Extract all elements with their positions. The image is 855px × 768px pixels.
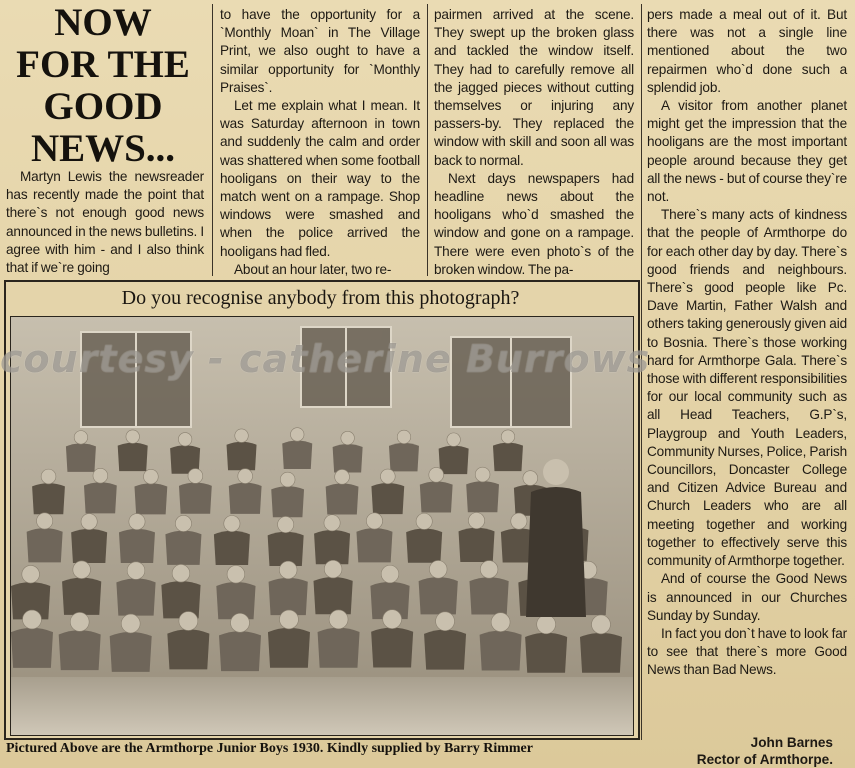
boy-figure xyxy=(27,528,63,562)
boy-face xyxy=(523,471,538,486)
boy-face xyxy=(491,613,510,632)
headline-line-3: GOOD xyxy=(43,85,163,128)
boy-face xyxy=(73,561,91,579)
headline-line-4: NEWS... xyxy=(30,127,176,170)
boy-face xyxy=(178,433,192,447)
boy-face xyxy=(501,430,515,444)
boy-figure xyxy=(493,443,523,472)
boy-face xyxy=(436,612,455,631)
boy-face xyxy=(380,469,395,484)
boy-face xyxy=(235,429,249,443)
boy-face xyxy=(592,615,611,634)
boy-face xyxy=(227,565,245,583)
column-divider xyxy=(212,4,213,276)
boy-face xyxy=(23,610,42,629)
boy-figure xyxy=(480,631,522,671)
boy-face xyxy=(537,615,556,634)
boy-face xyxy=(238,469,253,484)
boy-face xyxy=(416,513,432,529)
boy-figure xyxy=(389,443,419,472)
boy-figure xyxy=(62,578,101,615)
boy-figure xyxy=(466,481,499,512)
boy-face xyxy=(70,612,89,631)
teacher-figure xyxy=(526,487,586,617)
boy-face xyxy=(335,469,350,484)
boy-figure xyxy=(116,578,155,615)
boy-face xyxy=(341,431,355,445)
boy-figure xyxy=(271,486,304,517)
paragraph: Martyn Lewis the newsreader has recently made the point that there`s not enough good news announced in the news bulletins. I agree with him - and I also think that if we`re going xyxy=(6,169,204,276)
boy-figure xyxy=(11,628,53,668)
boy-figure xyxy=(282,440,312,469)
boy-face xyxy=(366,513,382,529)
paragraph: Let me explain what I mean. It was Saturday afternoon in town and suddenly the calm and order was shattered when some football hooligans on their way to the match went on a rampage. Shop windows were smashed and when the police arrived the hooligans had fled. xyxy=(220,98,420,259)
boy-figure xyxy=(269,578,308,615)
boy-face xyxy=(291,428,305,442)
boy-face xyxy=(37,513,53,529)
boy-face xyxy=(429,467,444,482)
boy-face xyxy=(324,560,342,578)
boy-face xyxy=(144,469,159,484)
boy-figure xyxy=(268,532,304,566)
boy-figure xyxy=(214,531,250,565)
boy-face xyxy=(280,610,299,629)
headline-line-1: NOW xyxy=(54,1,152,44)
boy-figure xyxy=(161,581,200,618)
boy-figure xyxy=(580,633,622,673)
boy-figure xyxy=(134,483,167,514)
boy-face xyxy=(81,514,97,530)
boy-figure xyxy=(227,442,257,471)
boy-figure xyxy=(356,528,392,562)
photo-caption: Pictured Above are the Armthorpe Junior Boys 1930. Kindly supplied by Barry Rimmer xyxy=(6,741,533,756)
boy-face xyxy=(468,513,484,529)
boy-figure xyxy=(469,577,508,614)
boy-face xyxy=(329,610,348,629)
boy-figure xyxy=(420,481,453,512)
boy-figure xyxy=(326,483,359,514)
headline-line-2: FOR THE xyxy=(16,43,190,86)
paragraph: About an hour later, two re- xyxy=(234,261,392,277)
boy-figure xyxy=(84,482,117,513)
headline xyxy=(2,2,204,170)
paragraph: pairmen arrived at the scene. They swept up the broken glass and tackled the window itself. They had to carefully remove all the jagged pieces without cutting themselves or injuring any passers-by. They replaced the window with skill and soon all was back to normal. xyxy=(434,7,634,168)
boy-figure xyxy=(406,529,442,563)
article-column-3 xyxy=(434,6,634,279)
boy-face xyxy=(511,513,527,529)
boy-figure xyxy=(66,443,96,472)
boy-face xyxy=(429,560,447,578)
boy-figure xyxy=(32,483,65,514)
boy-figure xyxy=(216,582,255,619)
photo-heading: Do you recognise anybody from this photograph? xyxy=(121,287,520,309)
boy-figure xyxy=(59,630,101,670)
boy-face xyxy=(224,515,240,531)
boy-face xyxy=(397,430,411,444)
boy-figure xyxy=(179,483,212,514)
paragraph: In fact you don`t have to look far to see that there`s more Good News than Bad News. xyxy=(647,625,847,678)
boy-figure xyxy=(167,629,209,669)
boy-face xyxy=(278,516,294,532)
boy-face xyxy=(231,613,250,632)
boy-figure xyxy=(318,628,360,668)
boy-figure xyxy=(314,577,353,614)
boy-face xyxy=(280,472,295,487)
boy-figure xyxy=(424,630,466,670)
paragraph: to have the opportunity for a `Monthly Moan` in The Village Print, we also ought to have a similar opportunity for `Monthly Praises`. xyxy=(220,7,420,95)
signature xyxy=(697,734,833,768)
ground xyxy=(11,677,633,735)
paragraph: pers made a meal out of it. But there was not a single line mentioned about the two repairmen who`d done such a splendid job. xyxy=(647,7,847,95)
boy-figure xyxy=(439,446,469,475)
boy-figure xyxy=(525,633,567,673)
boy-figure xyxy=(333,444,363,473)
boy-face xyxy=(179,612,198,631)
boy-face xyxy=(172,564,190,582)
boy-figure xyxy=(110,632,152,672)
boy-figure xyxy=(371,628,413,668)
boy-face xyxy=(22,565,40,583)
boy-face xyxy=(475,467,490,482)
boy-figure xyxy=(314,530,350,564)
boy-figure xyxy=(229,483,262,514)
boy-face xyxy=(175,515,191,531)
boy-figure xyxy=(268,628,310,668)
article-column-1 xyxy=(6,168,204,277)
article-column-2 xyxy=(220,6,420,279)
boy-face xyxy=(126,430,139,444)
boy-figure xyxy=(71,529,107,563)
boy-face xyxy=(279,561,297,579)
paragraph: A visitor from another planet might get the impression that the hooligans are the most important people around because they get all the news - but of course they`re not. xyxy=(647,98,847,205)
boy-face xyxy=(121,614,140,633)
boy-face xyxy=(93,468,108,483)
paragraph: Next days newspapers had headline news about the hooligans who`d smashed the window and gone on a rampage. There were even photo`s of the broken window. The pa- xyxy=(434,170,634,277)
boy-face xyxy=(127,562,145,580)
paragraph: And of course the Good News is announced in our Churches Sunday by Sunday. xyxy=(647,571,847,623)
boy-face xyxy=(480,561,498,579)
boy-face xyxy=(74,431,88,445)
teacher-face xyxy=(543,459,569,485)
boy-figure xyxy=(459,528,495,562)
boy-figure xyxy=(219,631,261,671)
signature-name: John Barnes xyxy=(750,735,833,750)
boy-face xyxy=(383,610,402,629)
boy-face xyxy=(324,515,340,531)
watermark: courtesy - catherine Burrows xyxy=(0,337,651,381)
boy-figure xyxy=(119,529,155,563)
paragraph: There`s many acts of kindness that the people of Armthorpe do for each other day by day. There`s good friends and neighbours. There`s good people like Pc. Dave Martin, Father Walsh and others taking generously given aid to Bosnia. There`s those working hard for Armthorpe Gala. There`s those with different responsibilities for our local community such as all Head Teachers, G.P`s, Playgroup and Youth Leaders, Community Nurses, Police, Parish Councillors, Doncaster College and Citizen Advice Bureau and Church Leaders who are all meeting together and working together to effectively serve this community of Armthorpe together. xyxy=(647,207,847,569)
boy-face xyxy=(447,433,461,447)
boy-face xyxy=(188,469,203,484)
boy-face xyxy=(381,565,399,583)
signature-title: Rector of Armthorpe. xyxy=(696,752,833,767)
article-column-4 xyxy=(647,6,847,680)
boy-figure xyxy=(165,531,201,565)
boy-figure xyxy=(118,443,148,472)
boy-figure xyxy=(419,577,458,614)
boy-figure xyxy=(371,483,404,514)
boy-face xyxy=(129,514,145,530)
column-divider xyxy=(427,4,428,276)
boy-face xyxy=(41,469,56,484)
